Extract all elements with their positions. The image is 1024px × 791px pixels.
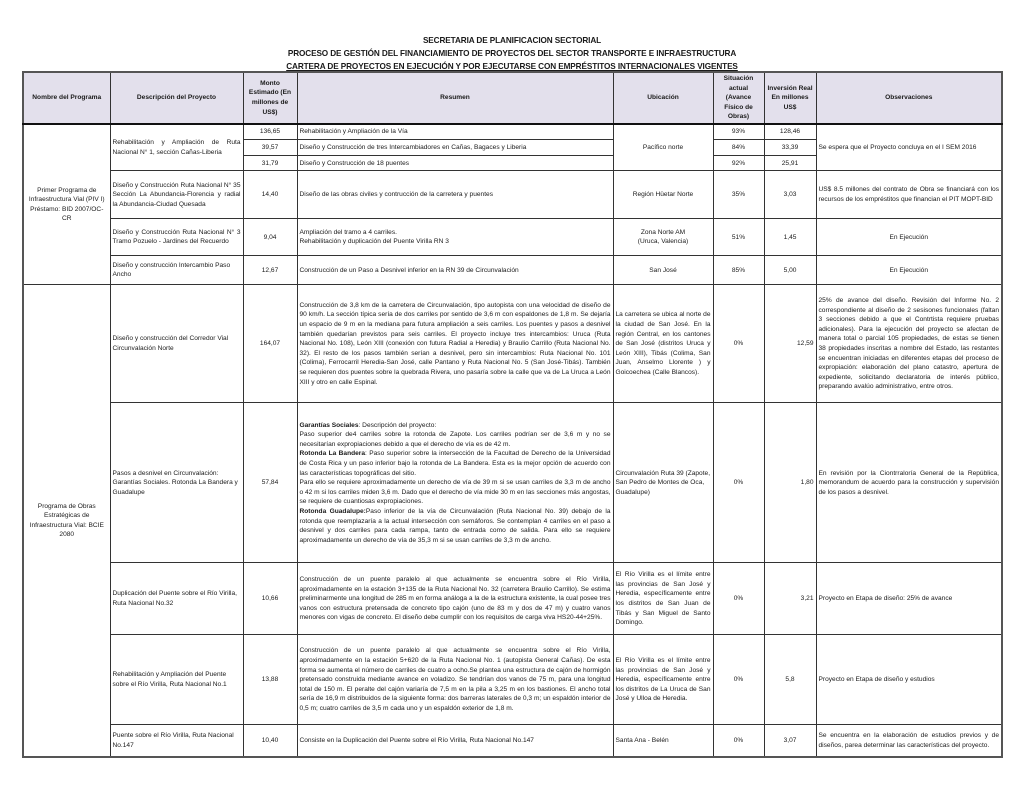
table-row — [23, 563, 1002, 635]
document-titles — [0, 34, 1024, 73]
table-row — [23, 285, 1002, 403]
table-row — [23, 403, 1002, 563]
project-description: Pasos a desnivel en Circunvalación: Garantías Sociales. Rotonda La Bandera y Guadalupe — [110, 403, 243, 563]
situacion-cell: 0% — [713, 403, 764, 563]
resumen-text: : Paso superior sobre la intersección de la Facultad de Derecho de la Universidad de Costa Rica y un paso inferior bajo la rotonda de La Bandera. Esta es la mejor opción de acuerdo con las características topográficas del sitio. — [299, 450, 611, 477]
ubicacion-cell — [613, 219, 713, 256]
table-row — [23, 635, 1002, 725]
monto-cell: 10,66 — [243, 563, 297, 635]
inversion-cell: 128,46 — [764, 124, 816, 140]
resumen-cell: Diseño y Construcción de tres Intercambiadores en Cañas, Bagaces y Liberia — [297, 140, 613, 156]
monto-cell: 14,40 — [243, 171, 297, 219]
resumen-text: Paso superior de4 carriles sobre la rotonda de Zapote. Los carriles podrían ser de 3,6 m y no se necesitarían expropiaciones debido a que el derecho de vía es de 42 m. — [299, 431, 611, 448]
resumen-cell — [297, 403, 613, 563]
resumen-line: Ampliación del tramo a 4 carriles. — [299, 228, 397, 236]
observaciones-cell: En Ejecución — [816, 219, 1002, 256]
observaciones-cell: Proyecto en Etapa de diseño y estudios — [816, 635, 1002, 725]
table-row — [23, 171, 1002, 219]
header-row — [23, 72, 1002, 124]
resumen-cell — [297, 219, 613, 256]
resumen-text: Paso inferior de la vía de Circunvalación (Ruta Nacional No. 39) debajo de la rotonda que reemplazaría a la actual intersección con semáforos. Se contemplan 4 carriles en el paso a desnivel y dos carriles para cada rampa, tanto de entrada como de salida. Para ello se requiere aproximadamente un derecho de vía de 35,3 m si se usan carriles de 3,3 m de ancho. — [299, 507, 611, 544]
project-description: Rehabilitación y Ampliación de Ruta Nacional N° 1, sección Cañas-Liberia — [110, 124, 243, 171]
table-row — [23, 124, 1002, 140]
table-row — [23, 219, 1002, 256]
ubicacion-line: (Uruca, Valencia) — [637, 238, 689, 246]
situacion-cell: 85% — [713, 256, 764, 285]
ubicacion-cell: Pacífico norte — [613, 124, 713, 171]
observaciones-cell: Se espera que el Proyecto concluya en el I SEM 2016 — [816, 124, 1002, 171]
inversion-cell: 25,91 — [764, 156, 816, 171]
project-description: Diseño y construcción del Corredor Vial Circunvalación Norte — [110, 285, 243, 403]
ubicacion-cell: La carretera se ubica al norte de la ciudad de San José. En la región Central, en los cantones de San José (distritos Uruca y León XIII), Tibás (Colima, San Juan, Anselmo Llorente ) y Goicoechea (Calle Blancos). — [613, 285, 713, 403]
ubicacion-cell: El Río Virilla es el límite entre las provincias de San José y Heredia, específicamente entre los distritos de La Uruca de San José y Ulloa de Heredia. — [613, 635, 713, 725]
monto-cell: 57,84 — [243, 403, 297, 563]
project-description: Rehabilitación y Ampliación del Puente sobre el Río Virilla, Ruta Nacional No.1 — [110, 635, 243, 725]
inversion-cell: 3,07 — [764, 725, 816, 757]
observaciones-cell: Se encuentra en la elaboración de estudios previos y de diseños, parea determinar las características del proyecto. — [816, 725, 1002, 757]
situacion-cell: 0% — [713, 725, 764, 757]
resumen-label: Rotonda Guadalupe: — [299, 507, 366, 515]
monto-cell: 39,57 — [243, 140, 297, 156]
monto-cell: 13,88 — [243, 635, 297, 725]
inversion-cell: 3,03 — [764, 171, 816, 219]
inversion-cell: 12,59 — [764, 285, 816, 403]
observaciones-cell: En revisión por la Ciontrraloría General de la República, memorandum de acuerdo para la construcción y supervisión de los pasos a desnivel. — [816, 403, 1002, 563]
resumen-cell: Construcción de un puente paralelo al que actualmente se encuentra sobre el Río Virilla, aproximadamente en la estación 3+135 de la Ruta Nacional No. 32 (carretera Braulio Carrillo). Se estima preliminarmente una longitud de 285 m en forma análoga a la de la estructura existente, la cual posee tres vanos con estructura pretensada de concreto tipo cajón (uno de 83 m y dos de 47 m) y cuatro vanos menores con vigas de concreto. El diseño debe cumplir con los requisitos de carga viva HS20-44+25%. — [297, 563, 613, 635]
inversion-cell: 1,80 — [764, 403, 816, 563]
title-cartera: CARTERA DE PROYECTOS EN EJECUCIÓN Y POR EJECUTARSE CON EMPRÉSTITOS INTERNACIONALES VIGENTES — [286, 62, 738, 71]
monto-cell: 12,67 — [243, 256, 297, 285]
resumen-line: Rehabilitación y duplicación del Puente Virilla RN 3 — [299, 238, 449, 246]
resumen-cell: Construcción de un Paso a Desnivel inferior en la RN 39 de Circunvalación — [297, 256, 613, 285]
resumen-label: Garantías Sociales — [299, 421, 359, 429]
header-descripcion: Descripción del Proyecto — [110, 72, 243, 124]
situacion-cell: 0% — [713, 635, 764, 725]
monto-cell: 10,40 — [243, 725, 297, 757]
project-description: Duplicación del Puente sobre el Río Virilla, Ruta Nacional No.32 — [110, 563, 243, 635]
resumen-cell: Construcción de un puente paralelo al que actualmente se encuentra sobre el Río Virilla, aproximadamente en la estación 5+620 de la Ruta Nacional No. 1 (autopista General Cañas). De esta forma se aumenta el número de carriles de cuatro a ocho.Se plantea una estructura de cajón de hormigón pretensado construida mediante avance en voladizo. Se tendrían dos vanos de 75 m, para una longitud total de 150 m. El peralte del cajón variaría de 7,5 m en la pila a 3,25 m en los bastiones. El ancho total sería de 16,9 m distribuidos de la siguiente forma: dos barreras laterales de 0,3 m; un espaldón interior de 0,5 m; cuatro carriles de 3,5 m cada uno y un espaldón exterior de 1,8 m. — [297, 635, 613, 725]
situacion-cell: 0% — [713, 285, 764, 403]
observaciones-cell: 25% de avance del diseño. Revisión del Informe No. 2 correspondiente al diseño de 2 sesisones funcionales (faltan 3 secciones debido a que el Contrtista requiere pruebas adicionales). Para la ejecución del proyecto se afectan de manera total o parcial 105 propiedades, de estas se tienen 38 propiedades inscritas a nombre del Estado, las restantes se encuentran iniciadas en diferentes etapas del proceso de expropiación: elaboración del plano catastro, apertura de expediente, solicitando declaratoria de interés público, preparando avalúo administrativo, entre otros. — [816, 285, 1002, 403]
header-resumen: Resumen — [297, 72, 613, 124]
inversion-cell: 1,45 — [764, 219, 816, 256]
title-proceso: PROCESO DE GESTIÓN DEL FINANCIAMIENTO DE PROYECTOS DEL SECTOR TRANSPORTE E INFRAESTRUCTURA — [287, 49, 737, 58]
inversion-cell: 3,21 — [764, 563, 816, 635]
situacion-cell: 93% — [713, 124, 764, 140]
header-observaciones: Observaciones — [816, 72, 1002, 124]
program-name: Primer Programa de Infraestructura Vial (PIV I) Préstamo: BID 2007/OC-CR — [23, 124, 110, 285]
header-ubicacion: Ubicación — [613, 72, 713, 124]
inversion-cell: 5,00 — [764, 256, 816, 285]
inversion-cell: 5,8 — [764, 635, 816, 725]
resumen-cell: Construcción de 3,8 km de la carretera de Circunvalación, tipo autopista con una velocidad de diseño de 90 km/h. La sección típica sería de dos carriles por sentido de 3,6 m con espaldones de 1,8 m. Se dejaría un espacio de 9 m en la mediana para futura ampliación a seis carriles. Los puentes y pasos a desnivel también quedarían previstos para seis carriles. El proyecto incluye tres intercambios: Uruca (Ruta Nacional No. 108), León XIII (conexión con futura Radial a Heredia) y Braulio Carrillo (Ruta Nacional No. 32). El resto de los pasos también serían a desnivel, pero sin intercambios: Ruta Nacional No. 101 (Colima), Ferrocarril Heredia-San José, calle Pantano y Ruta Nacional No. 5 (San José-Tibás). También se requieren dos puentes sobre la quebrada Rivera, uno pasaría sobre la calle que va de La Uruca a León XIII y otro en calle Espinal. — [297, 285, 613, 403]
monto-cell: 136,65 — [243, 124, 297, 140]
inversion-cell: 33,39 — [764, 140, 816, 156]
monto-cell: 164,07 — [243, 285, 297, 403]
resumen-cell: Diseño de las obras civiles y contrucción de la carretera y puentes — [297, 171, 613, 219]
project-description: Diseño y Construcción Ruta Nacional N° 35 Sección La Abundancia-Florencia y radial la Abundancia-Ciudad Quesada — [110, 171, 243, 219]
resumen-text: Para ello se requiere aproximadamente un derecho de vía de 39 m si se usan carriles de 3,3 m de ancho o 42 m si los carriles miden 3,6 m. Dado que el derecho de vía mide 30 m en las secciones más angostas, se requiere de cuantiosas expropiaciones. — [299, 479, 611, 506]
header-monto: Monto Estimado (En millones de US$) — [243, 72, 297, 124]
header-inversion: Inversión Real En millones US$ — [764, 72, 816, 124]
resumen-cell: Rehabilitación y Ampliación de la Vía — [297, 124, 613, 140]
situacion-cell: 51% — [713, 219, 764, 256]
title-secretaria: SECRETARIA DE PLANIFICACION SECTORIAL — [422, 36, 602, 45]
resumen-cell: Consiste en la Duplicación del Puente sobre el Río Virilla, Ruta Nacional No.147 — [297, 725, 613, 757]
ubicacion-cell: Región Hüetar Norte — [613, 171, 713, 219]
observaciones-cell: En Ejecución — [816, 256, 1002, 285]
resumen-text: : Descripción del proyecto: — [358, 421, 437, 429]
project-description: Diseño y Construcción Ruta Nacional N° 3 Tramo Pozuelo - Jardines del Recuerdo — [110, 219, 243, 256]
ubicacion-cell: San José — [613, 256, 713, 285]
situacion-cell: 0% — [713, 563, 764, 635]
ubicacion-cell: El Río Virilla es el límite entre las provincias de San José y Heredia, específicamente entre los distritos de San Juan de Tibás y San Miguel de Santo Domingo. — [613, 563, 713, 635]
resumen-label: Rotonda La Bandera — [299, 450, 366, 458]
table-row — [23, 725, 1002, 757]
situacion-cell: 92% — [713, 156, 764, 171]
situacion-cell: 35% — [713, 171, 764, 219]
projects-table — [22, 71, 1003, 758]
ubicacion-cell: Santa Ana - Belén — [613, 725, 713, 757]
resumen-cell: Diseño y Construcción de 18 puentes — [297, 156, 613, 171]
monto-cell: 31,79 — [243, 156, 297, 171]
observaciones-cell: Proyecto en Etapa de diseño: 25% de avance — [816, 563, 1002, 635]
ubicacion-cell: Circunvalación Ruta 39 (Zapote, San Pedro de Montes de Oca, Guadalupe) — [613, 403, 713, 563]
ubicacion-line: Zona Norte AM — [640, 228, 686, 236]
program-name: Programa de Obras Estratégicas de Infraestructura Vial: BCIE 2080 — [23, 285, 110, 757]
project-description: Puente sobre el Río Virilla, Ruta Nacional No.147 — [110, 725, 243, 757]
situacion-cell: 84% — [713, 140, 764, 156]
observaciones-cell: US$ 8.5 millones del contrato de Obra se financiará con los recursos de los empréstitos que financian el PIT MOPT-BID — [816, 171, 1002, 219]
table-row — [23, 256, 1002, 285]
monto-cell: 9,04 — [243, 219, 297, 256]
header-programa: Nombre del Programa — [23, 72, 110, 124]
header-situacion: Situación actual (Avance Físico de Obras) — [713, 72, 764, 124]
project-description: Diseño y construcción Intercambio Paso Ancho — [110, 256, 243, 285]
